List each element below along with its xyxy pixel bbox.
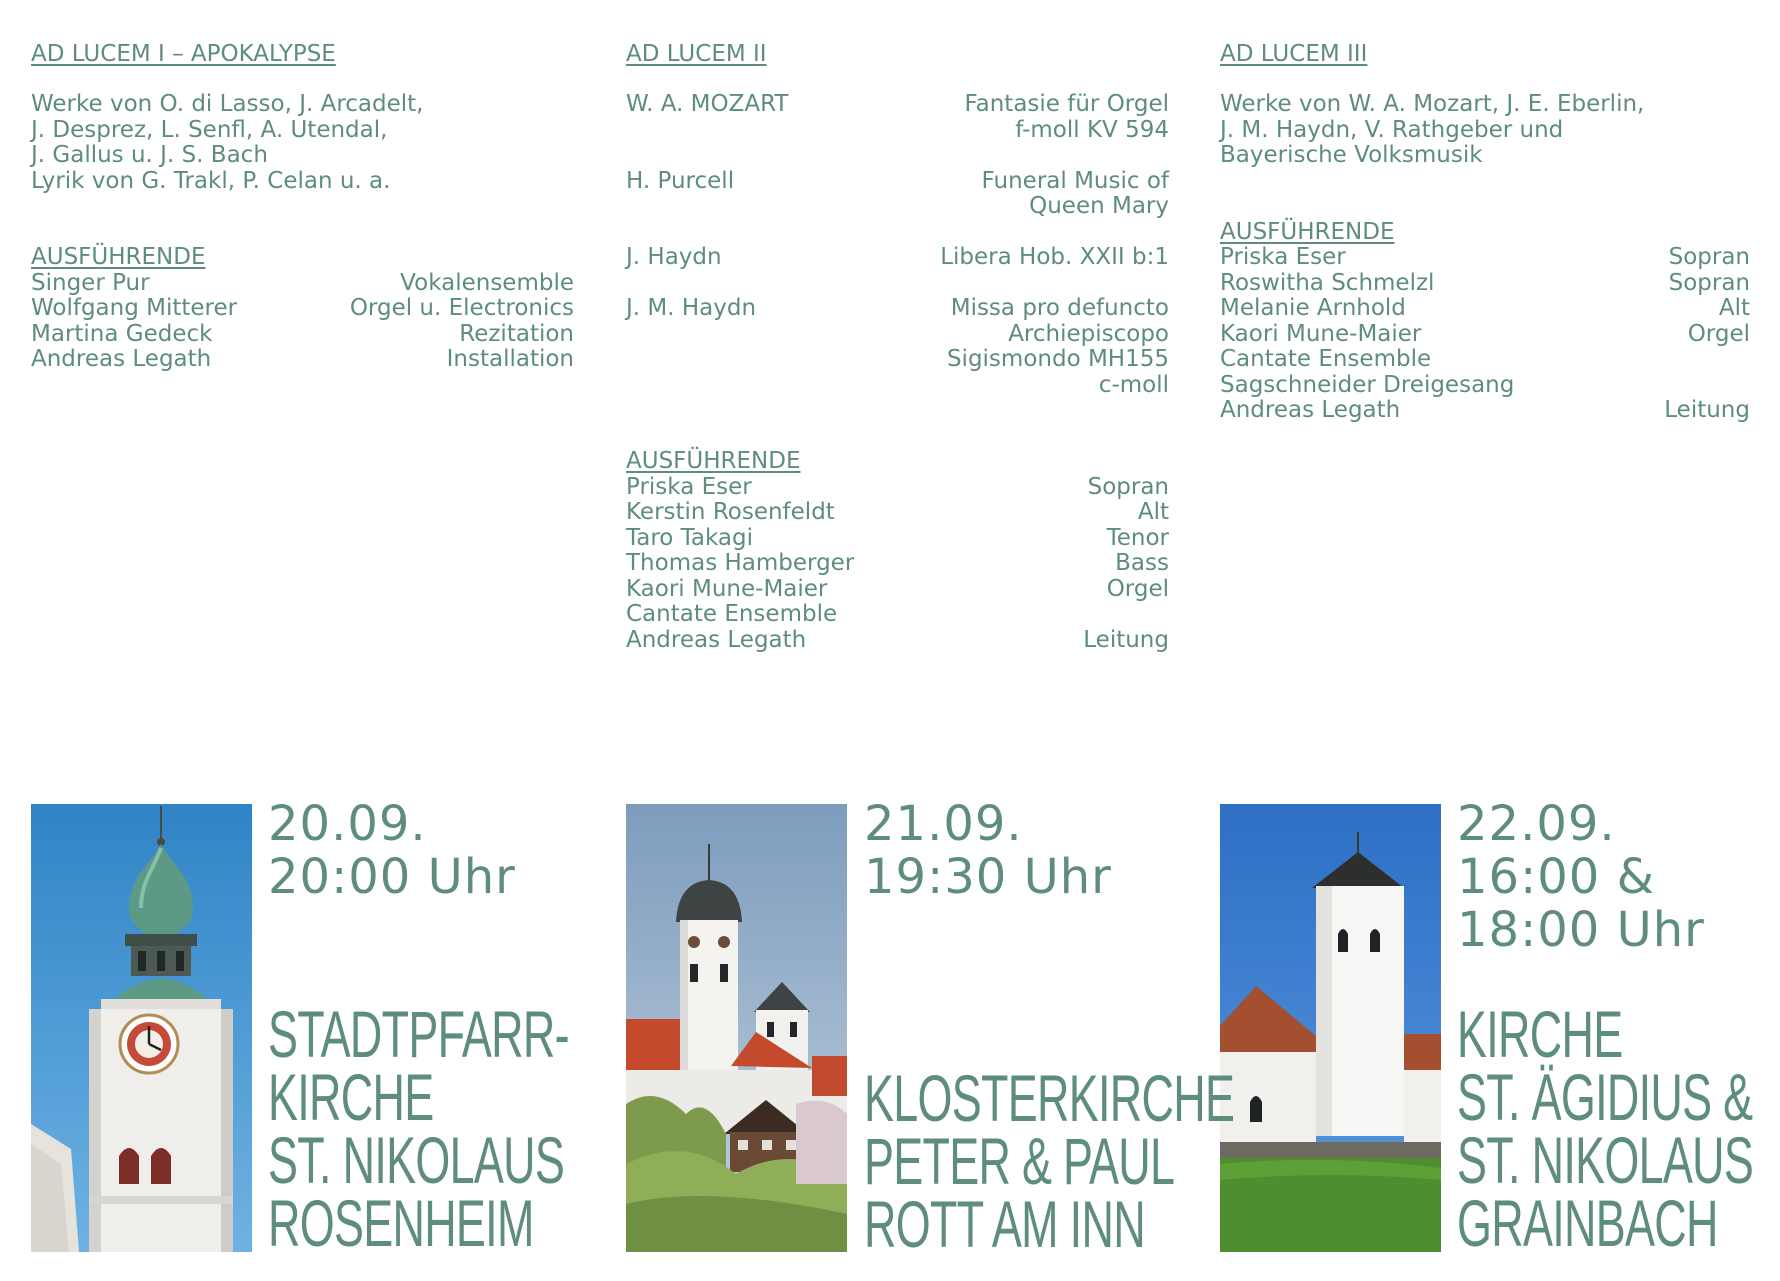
performer-row — [626, 526, 1169, 552]
work-title-line: Funeral Music of — [981, 167, 1169, 194]
venue-name — [1457, 997, 1754, 1260]
church-photo-grainbach — [1220, 804, 1441, 1252]
intro-line: Bayerische Volksmusik — [1220, 142, 1483, 168]
performer-row — [626, 577, 1169, 603]
performer-name: Sagschneider Dreigesang — [1220, 371, 1515, 398]
venue-line: ST. ÄGIDIUS & — [1457, 1060, 1753, 1134]
performer-row — [1220, 373, 1750, 399]
time-line: 19:30 Uhr — [864, 849, 1112, 905]
work-title-line: Archiepiscopo — [1008, 320, 1169, 347]
date-line: 22.09. — [1457, 796, 1616, 852]
intro-line: Werke von W. A. Mozart, J. E. Eberlin, — [1220, 91, 1645, 117]
work-title — [947, 296, 1169, 398]
concert-date-time — [268, 798, 516, 904]
performer-row — [1220, 271, 1750, 297]
performer-name: Martina Gedeck — [31, 320, 213, 347]
venue-line: KIRCHE — [268, 1060, 434, 1134]
work-title-line: Missa pro defuncto — [950, 295, 1169, 321]
performer-row — [1220, 347, 1750, 373]
performer-name: Thomas Hamberger — [626, 550, 855, 576]
work-title-line: c-moll — [1098, 371, 1169, 398]
performer-name: Wolfgang Mitterer — [31, 295, 238, 321]
concert-title: AD LUCEM II — [626, 41, 767, 67]
performer-row — [626, 628, 1169, 654]
venue-line: ROTT AM INN — [864, 1187, 1145, 1261]
performer-name: Kaori Mune-Maier — [1220, 320, 1422, 347]
performer-role: Tenor — [1106, 524, 1169, 551]
work-entry — [626, 169, 1169, 220]
venue-line: PETER & PAUL — [864, 1124, 1175, 1198]
performer-row — [1220, 322, 1750, 348]
performer-row — [31, 322, 574, 348]
venue-line: KLOSTERKIRCHE — [864, 1061, 1235, 1135]
time-line: 18:00 Uhr — [1457, 902, 1705, 958]
performer-role: Installation — [446, 346, 574, 372]
performer-name: Andreas Legath — [1220, 397, 1401, 423]
composer: H. Purcell — [626, 167, 735, 194]
date-line: 21.09. — [864, 796, 1023, 852]
performer-role: Orgel — [1687, 320, 1750, 347]
performer-name: Kaori Mune-Maier — [626, 575, 828, 602]
performers-list — [1220, 245, 1750, 424]
work-title-line: f-moll KV 594 — [1015, 116, 1169, 143]
performer-row — [626, 500, 1169, 526]
work-entry — [626, 245, 1169, 271]
concert-title: AD LUCEM III — [1220, 41, 1368, 67]
composer: J. M. Haydn — [626, 295, 757, 321]
venue-name — [864, 1061, 1235, 1261]
intro-line: J. M. Haydn, V. Rathgeber und — [1220, 116, 1564, 143]
performer-row — [626, 602, 1169, 628]
performer-role: Sopran — [1668, 269, 1750, 296]
performer-row — [31, 347, 574, 373]
performer-role: Leitung — [1083, 626, 1169, 653]
time-line: 16:00 & — [1457, 849, 1656, 905]
performer-row — [1220, 245, 1750, 271]
intro-line: J. Gallus u. J. S. Bach — [31, 142, 268, 168]
performer-name: Cantate Ensemble — [1220, 346, 1432, 372]
performer-name: Priska Eser — [1220, 244, 1346, 270]
composer: J. Haydn — [626, 244, 722, 270]
performer-name: Andreas Legath — [31, 346, 212, 372]
performer-role: Vokalensemble — [400, 269, 574, 296]
intro-line: J. Desprez, L. Senfl, A. Utendal, — [31, 116, 388, 143]
performer-role: Sopran — [1087, 473, 1169, 500]
venue-line: KIRCHE — [1457, 997, 1623, 1071]
concert-date-time — [864, 798, 1112, 904]
work-title — [940, 245, 1169, 271]
performer-role: Alt — [1137, 499, 1169, 525]
work-title — [965, 92, 1169, 143]
intro-line: Werke von O. di Lasso, J. Arcadelt, — [31, 91, 424, 117]
concert-date-time — [1457, 798, 1705, 957]
performer-role: Rezitation — [459, 320, 574, 347]
performer-role: Leitung — [1664, 397, 1750, 423]
performers-list — [31, 271, 574, 373]
work-title-line: Sigismondo MH155 — [946, 346, 1169, 372]
performer-name: Kerstin Rosenfeldt — [626, 499, 835, 525]
venue-line: GRAINBACH — [1457, 1186, 1718, 1260]
performer-name: Priska Eser — [626, 473, 752, 500]
performer-name: Roswitha Schmelzl — [1220, 269, 1435, 296]
work-title-line: Fantasie für Orgel — [964, 91, 1169, 117]
church-photo-rosenheim — [31, 804, 252, 1252]
performers-list — [626, 475, 1169, 654]
program-intro — [31, 92, 424, 194]
venue-line: ROSENHEIM — [268, 1186, 534, 1260]
performer-row — [1220, 398, 1750, 424]
concert-title: AD LUCEM I – APOKALYPSE — [31, 41, 336, 67]
performers-heading: AUSFÜHRENDE — [31, 244, 206, 270]
work-title — [982, 169, 1169, 220]
composer: W. A. MOZART — [626, 91, 789, 117]
venue-name — [268, 997, 569, 1260]
performer-role: Alt — [1718, 295, 1750, 321]
performer-role: Orgel u. Electronics — [349, 295, 574, 321]
performer-row — [31, 296, 574, 322]
performer-role: Orgel — [1106, 575, 1169, 602]
performer-role: Bass — [1115, 550, 1169, 576]
work-entry — [626, 92, 1169, 143]
time-line: 20:00 Uhr — [268, 849, 516, 905]
performer-name: Singer Pur — [31, 269, 150, 296]
work-title-line: Libera Hob. XXII b:1 — [940, 244, 1169, 270]
performer-row — [1220, 296, 1750, 322]
program-intro — [1220, 92, 1644, 169]
work-entry — [626, 296, 1169, 398]
church-photo-rott-am-inn — [626, 804, 847, 1252]
performer-row — [31, 271, 574, 297]
performers-heading: AUSFÜHRENDE — [1220, 218, 1395, 245]
performers-heading: AUSFÜHRENDE — [626, 448, 801, 474]
performer-name: Melanie Arnhold — [1220, 295, 1406, 321]
performer-name: Cantate Ensemble — [626, 601, 838, 627]
venue-line: ST. NIKOLAUS — [268, 1123, 565, 1197]
venue-line: STADTPFARR- — [268, 997, 569, 1071]
performer-name: Taro Takagi — [626, 524, 754, 551]
intro-line: Lyrik von G. Trakl, P. Celan u. a. — [31, 167, 391, 194]
performer-row — [626, 551, 1169, 577]
performer-role: Sopran — [1668, 244, 1750, 270]
work-title-line: Queen Mary — [1029, 193, 1169, 219]
venue-line: ST. NIKOLAUS — [1457, 1123, 1754, 1197]
performer-row — [626, 475, 1169, 501]
date-line: 20.09. — [268, 796, 427, 852]
performer-name: Andreas Legath — [626, 626, 807, 653]
